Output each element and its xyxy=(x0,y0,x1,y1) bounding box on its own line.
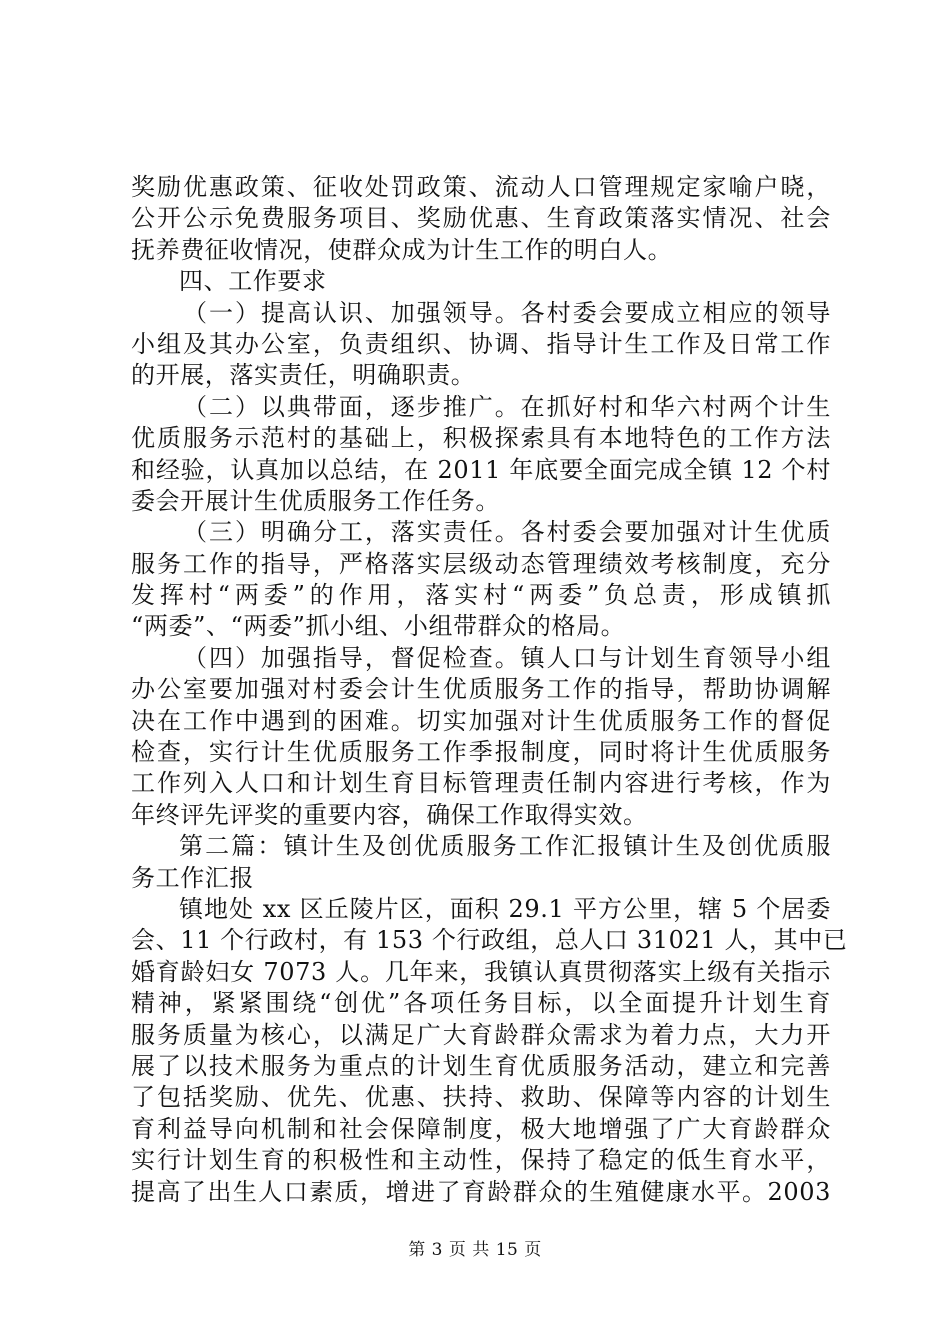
text-line: 育利益导向机制和社会保障制度，极大地增强了广大育龄群众 xyxy=(131,1114,831,1143)
chapter-heading: 第二篇：镇计生及创优质服务工作汇报镇计生及创优质服 xyxy=(179,832,831,861)
text-line: 办公室要加强对村委会计生优质服务工作的指导，帮助协调解 xyxy=(131,675,831,704)
text-line: 实行计划生育的积极性和主动性，保持了稳定的低生育水平， xyxy=(131,1146,831,1175)
text-line: 服务工作的指导，严格落实层级动态管理绩效考核制度，充分 xyxy=(131,549,831,578)
text-line: 了包括奖励、优先、优惠、扶持、救助、保障等内容的计划生 xyxy=(131,1083,831,1112)
text-line: 公开公示免费服务项目、奖励优惠、生育政策落实情况、社会 xyxy=(131,204,831,233)
text-line: 抚养费征收情况，使群众成为计生工作的明白人。 xyxy=(131,235,673,264)
paragraph-start: （三）明确分工，落实责任。各村委会要加强对计生优质 xyxy=(183,518,831,547)
paragraph-start: （四）加强指导，督促检查。镇人口与计划生育领导小组 xyxy=(183,643,831,672)
text-line: 提高了出生人口素质，增进了育龄群众的生殖健康水平。2003 xyxy=(131,1177,831,1206)
text-line: 服务质量为核心，以满足广大育龄群众需求为着力点，大力开 xyxy=(131,1020,831,1049)
text-line: 会、11 个行政村，有 153 个行政组，总人口 31021 人，其中已 xyxy=(131,926,848,955)
paragraph-start: （一）提高认识、加强领导。各村委会要成立相应的领导 xyxy=(183,298,831,327)
text-line: 和经验，认真加以总结，在 2011 年底要全面完成全镇 12 个村 xyxy=(131,455,831,484)
text-line: 委会开展计生优质服务工作任务。 xyxy=(131,486,500,515)
text-line: 奖励优惠政策、征收处罚政策、流动人口管理规定家喻户晓， xyxy=(131,173,831,201)
text-line: “两委”、“两委”抓小组、小组带群众的格局。 xyxy=(131,612,626,641)
text-line: 发挥村“两委”的作用，落实村“两委”负总责，形成镇抓 xyxy=(131,581,831,610)
text-line: 年终评先评奖的重要内容，确保工作取得实效。 xyxy=(131,800,648,829)
text-line: 优质服务示范村的基础上，积极探索具有本地特色的工作方法 xyxy=(131,424,831,453)
text-line: 工作列入人口和计划生育目标管理责任制内容进行考核，作为 xyxy=(131,769,831,798)
text-line: 务工作汇报 xyxy=(131,863,254,892)
text-line: 的开展，落实责任，明确职责。 xyxy=(131,361,476,390)
text-line: 决在工作中遇到的困难。切实加强对计生优质服务工作的督促 xyxy=(131,706,831,735)
page-number: 第 3 页 共 15 页 xyxy=(408,1240,542,1260)
text-line: 精神，紧紧围绕“创优”各项任务目标，以全面提升计划生育 xyxy=(131,989,831,1018)
text-line: 检查，实行计生优质服务工作季报制度，同时将计生优质服务 xyxy=(131,738,831,767)
text-line: 小组及其办公室，负责组织、协调、指导计生工作及日常工作 xyxy=(131,329,831,358)
text-line: 婚育龄妇女 7073 人。几年来，我镇认真贯彻落实上级有关指示 xyxy=(131,957,831,986)
section-heading: 四、工作要求 xyxy=(179,267,327,296)
paragraph-start: 镇地处 xx 区丘陵片区，面积 29.1 平方公里，辖 5 个居委 xyxy=(179,894,831,923)
text-line: 展了以技术服务为重点的计划生育优质服务活动，建立和完善 xyxy=(131,1051,831,1080)
paragraph-start: （二）以典带面，逐步推广。在抓好村和华六村两个计生 xyxy=(183,392,831,421)
document-body xyxy=(131,172,848,1208)
